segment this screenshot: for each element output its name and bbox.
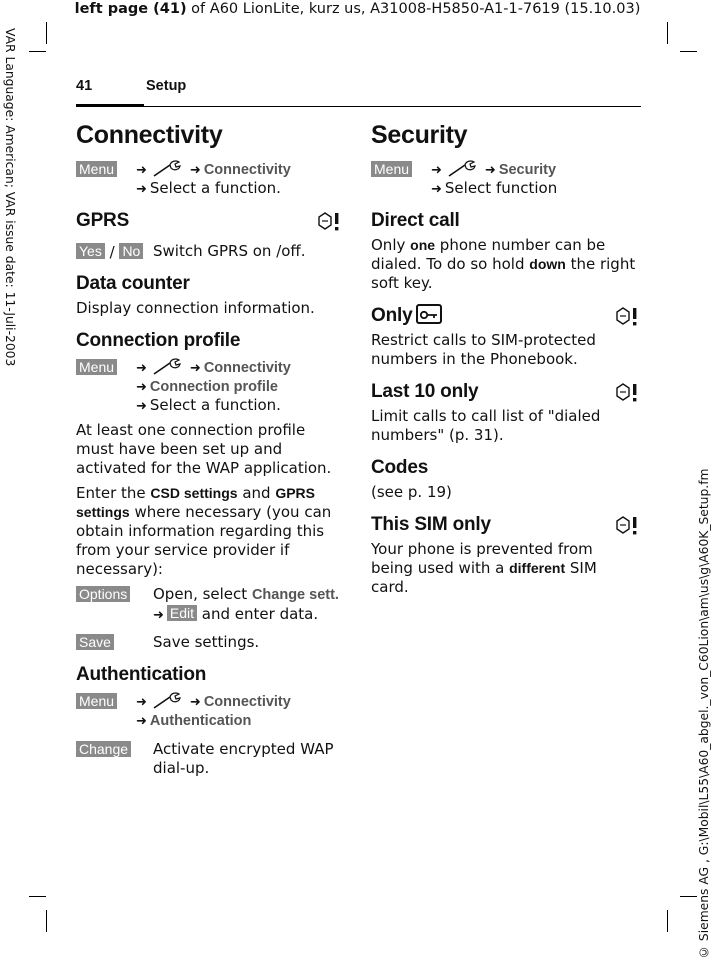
subsection-title-gprs: GPRS — [76, 210, 130, 231]
connection-profile-para2: Enter the CSD settings and GPRS settings where necessary (you can obtain information regarding this from your service provider if necessary): — [76, 484, 332, 578]
crop-mark — [680, 51, 697, 52]
data-counter-heading-row — [76, 271, 341, 297]
header-rule — [76, 106, 641, 107]
arrow-icon: ➜ — [136, 714, 147, 729]
codes-heading-row — [371, 455, 639, 481]
subsection-title-data-counter: Data counter — [76, 273, 190, 294]
arrow-icon: ➜ — [136, 399, 147, 414]
no-key: No — [119, 243, 143, 259]
codes-desc: (see p. 19) — [371, 483, 452, 501]
one-term: one — [410, 237, 436, 253]
arrow-icon: ➜ — [431, 163, 442, 178]
menu-path-item: Connectivity — [203, 694, 291, 710]
direct-call-heading-row — [371, 208, 639, 234]
top-line-rest: of A60 LionLite, kurz us, A31008-H5850-A1-1-7619 (15.10.03) — [186, 1, 641, 17]
arrow-icon: ➜ — [136, 163, 147, 178]
top-line — [0, 0, 715, 18]
authentication-heading-row — [76, 662, 341, 688]
arrow-icon: ➜ — [136, 380, 147, 395]
page-number: 41 — [76, 78, 93, 94]
this-sim-heading-row — [371, 512, 639, 538]
menu-key: Menu — [371, 161, 412, 177]
gprs-heading-row — [76, 208, 341, 234]
top-line-bold: left page (41) — [74, 1, 187, 17]
side-note-right: © Siemens AG , G:\Mobil\L55\A60_abgel._von_C60Lion\am\us\g\A60K_Setup.fm — [697, 468, 711, 959]
change-sett-term: Change sett. — [251, 587, 339, 603]
last10-heading-row — [371, 379, 639, 405]
menu-path-connection-profile — [76, 358, 341, 415]
save-desc: Save settings. — [153, 633, 260, 651]
arrow-icon: ➜ — [136, 182, 147, 197]
last10-desc: Limit calls to call list of "dialed numbers" (p. 31). — [371, 407, 601, 444]
gprs-desc: Switch GPRS on /off. — [153, 242, 306, 260]
options-row — [76, 585, 341, 625]
crop-mark — [680, 896, 697, 897]
edit-key: Edit — [167, 605, 197, 621]
provider-dependent-icon — [613, 306, 639, 328]
down-term: down — [529, 256, 566, 272]
menu-path-item: Select function — [444, 179, 558, 197]
options-desc: Open, select Change sett. ➜ Edit and enter data. — [153, 585, 339, 623]
connection-profile-heading-row — [76, 328, 341, 354]
arrow-icon: ➜ — [136, 361, 147, 376]
provider-dependent-icon — [613, 382, 639, 404]
gprs-settings-term: GPRS settings — [76, 485, 315, 520]
crop-mark — [667, 22, 668, 44]
arrow-icon: ➜ — [189, 361, 201, 376]
arrow-icon: ➜ — [484, 163, 496, 178]
arrow-icon: ➜ — [189, 695, 201, 710]
crop-mark — [46, 910, 47, 932]
change-row — [76, 740, 341, 778]
left-column — [76, 118, 341, 786]
subsection-title-authentication: Authentication — [76, 664, 207, 685]
menu-key: Menu — [76, 161, 117, 177]
data-counter-desc: Display connection information. — [76, 299, 315, 317]
connection-profile-para1: At least one connection profile must have been set up and activated for the WAP application. — [76, 421, 332, 477]
subsection-title-only: Only — [371, 303, 639, 329]
csd-settings-term: CSD settings — [150, 485, 238, 501]
subsection-title-codes: Codes — [371, 457, 429, 478]
menu-key: Menu — [76, 359, 117, 375]
crop-mark — [667, 910, 668, 932]
page-header — [76, 78, 641, 108]
different-term: different — [509, 560, 566, 576]
menu-path-item: Select a function. — [149, 179, 281, 197]
sim-lock-icon — [416, 304, 442, 324]
subsection-title-this-sim: This SIM only — [371, 514, 491, 535]
page-title: Setup — [146, 78, 187, 94]
only-heading-row — [371, 303, 639, 329]
direct-call-desc: Only one phone number can be dialed. To do so hold down the right soft key. — [371, 236, 636, 292]
menu-path-item: Security — [498, 162, 557, 178]
only-desc: Restrict calls to SIM-protected numbers in the Phonebook. — [371, 331, 596, 368]
arrow-icon: ➜ — [189, 163, 201, 178]
subsection-title-direct-call: Direct call — [371, 210, 460, 231]
provider-dependent-icon — [315, 211, 341, 233]
side-note-left: VAR Language: American; VAR issue date: 11-Juli-2003 — [3, 28, 17, 367]
menu-path-authentication — [76, 692, 341, 730]
menu-key: Menu — [76, 693, 117, 709]
menu-path-item: Connection profile — [149, 379, 278, 395]
menu-path-connectivity — [76, 160, 341, 198]
right-column — [371, 118, 639, 603]
crop-mark — [29, 51, 46, 52]
menu-path-item: Connectivity — [203, 162, 291, 178]
menu-path-item: Select a function. — [149, 396, 281, 414]
save-row — [76, 633, 341, 652]
menu-path-item: Connectivity — [203, 360, 291, 376]
crop-mark — [29, 896, 46, 897]
yes-key: Yes — [76, 243, 105, 259]
key-pair — [76, 243, 143, 261]
menu-path-item: Authentication — [149, 713, 252, 729]
provider-dependent-icon — [613, 515, 639, 537]
menu-path-security — [371, 160, 639, 198]
options-key: Options — [76, 586, 130, 602]
save-key: Save — [76, 634, 114, 650]
crop-mark — [46, 22, 47, 44]
section-title-connectivity: Connectivity — [76, 121, 223, 149]
change-key: Change — [76, 741, 131, 757]
arrow-icon: ➜ — [431, 182, 442, 197]
gprs-switch-row — [76, 242, 341, 261]
key-separator: / — [104, 243, 120, 261]
arrow-icon: ➜ — [153, 608, 164, 623]
change-desc: Activate encrypted WAP dial-up. — [153, 740, 334, 777]
subsection-title-last10: Last 10 only — [371, 381, 479, 402]
arrow-icon: ➜ — [136, 695, 147, 710]
section-title-security: Security — [371, 121, 468, 149]
subsection-title-connection-profile: Connection profile — [76, 330, 241, 351]
this-sim-desc: Your phone is prevented from being used with a different SIM card. — [371, 540, 597, 596]
